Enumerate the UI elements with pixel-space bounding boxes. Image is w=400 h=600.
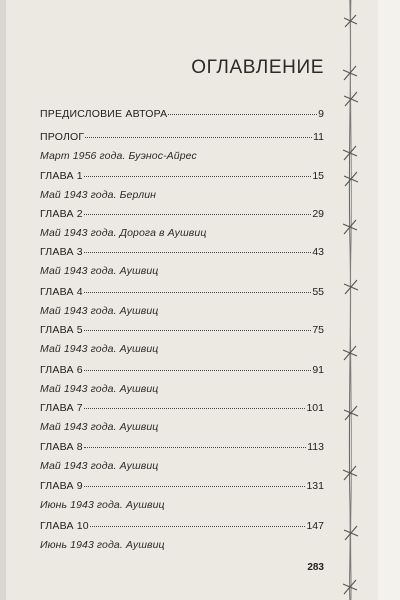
toc-entry-label: ГЛАВА 5 — [40, 324, 83, 336]
toc-row — [40, 324, 324, 340]
barbed-wire-decoration — [336, 0, 366, 600]
toc-entry-subtitle: Март 1956 года. Буэнос-Айрес — [40, 150, 197, 162]
toc-entry-subtitle: Май 1943 года. Аушвиц — [40, 383, 159, 395]
dot-leader — [84, 370, 312, 371]
page-number: 283 — [307, 562, 324, 573]
toc-row — [40, 286, 324, 302]
toc-entry-subtitle: Май 1943 года. Аушвиц — [40, 460, 159, 472]
toc-entry-label: ГЛАВА 1 — [40, 170, 83, 182]
toc-row — [40, 480, 324, 496]
dot-leader — [84, 176, 312, 177]
toc-entry — [40, 208, 324, 239]
toc-entry-page: 55 — [312, 286, 324, 298]
dot-leader — [84, 447, 306, 448]
toc-entry-label: ПРЕДИСЛОВИЕ АВТОРА — [40, 108, 168, 120]
page-title: ОГЛАВЛЕНИЕ — [191, 57, 324, 78]
toc-entry-subtitle: Май 1943 года. Аушвиц — [40, 265, 159, 277]
toc-entry-label: ГЛАВА 2 — [40, 208, 83, 220]
toc-row — [40, 208, 324, 224]
toc-row — [40, 364, 324, 380]
toc-row — [40, 402, 324, 418]
dot-leader — [84, 214, 312, 215]
dot-leader — [90, 526, 306, 527]
toc-entry-subtitle: Июнь 1943 года. Аушвиц — [40, 499, 165, 511]
facing-page-edge — [378, 0, 400, 600]
toc-entry-page: 131 — [306, 480, 324, 492]
toc-entry-page: 147 — [306, 520, 324, 532]
toc-entry — [40, 402, 324, 433]
toc-entry — [40, 324, 324, 355]
toc-entry-label: ГЛАВА 9 — [40, 480, 83, 492]
toc-entry-page: 75 — [312, 324, 324, 336]
toc-entry-subtitle: Май 1943 года. Дорога в Аушвиц — [40, 227, 207, 239]
toc-entry — [40, 364, 324, 395]
toc-entry — [40, 131, 324, 162]
toc-entry-page: 9 — [318, 108, 324, 120]
dot-leader — [84, 292, 312, 293]
toc-row — [40, 520, 324, 536]
toc-entry — [40, 170, 324, 201]
toc-entry-page: 101 — [306, 402, 324, 414]
toc-entry-page: 29 — [312, 208, 324, 220]
toc-entry-subtitle: Май 1943 года. Аушвиц — [40, 421, 159, 433]
dot-leader — [84, 408, 306, 409]
toc-entry-subtitle: Май 1943 года. Берлин — [40, 189, 157, 201]
dot-leader — [84, 486, 306, 487]
toc-row — [40, 441, 324, 457]
toc-entry-subtitle: Май 1943 года. Аушвиц — [40, 343, 159, 355]
dot-leader — [168, 114, 317, 115]
toc-entry-subtitle: Июнь 1943 года. Аушвиц — [40, 539, 165, 551]
toc-row — [40, 170, 324, 186]
toc-entry-label: ГЛАВА 10 — [40, 520, 89, 532]
toc-entry-page: 113 — [307, 441, 324, 453]
toc-row — [40, 246, 324, 262]
toc-entry-label: ПРОЛОГ — [40, 131, 85, 143]
toc-entry-page: 91 — [312, 364, 324, 376]
toc-entry — [40, 520, 324, 551]
dot-leader — [85, 137, 312, 138]
dot-leader — [84, 330, 312, 331]
toc-entry — [40, 480, 324, 511]
toc-entry — [40, 286, 324, 317]
toc-entry-label: ГЛАВА 6 — [40, 364, 83, 376]
toc-entry — [40, 246, 324, 277]
toc-row — [40, 131, 324, 147]
toc-entry-label: ГЛАВА 3 — [40, 246, 83, 258]
toc-entry-subtitle: Май 1943 года. Аушвиц — [40, 305, 159, 317]
book-page — [6, 0, 378, 600]
toc-entry-page: 43 — [312, 246, 324, 258]
toc-entry-label: ГЛАВА 4 — [40, 286, 83, 298]
toc-row — [40, 108, 324, 124]
toc-entry-page: 15 — [312, 170, 324, 182]
toc-entry-page: 11 — [313, 131, 324, 143]
toc-entry — [40, 108, 324, 124]
toc-entry-label: ГЛАВА 8 — [40, 441, 83, 453]
toc-entry — [40, 441, 324, 472]
toc-entry-label: ГЛАВА 7 — [40, 402, 83, 414]
dot-leader — [84, 252, 312, 253]
